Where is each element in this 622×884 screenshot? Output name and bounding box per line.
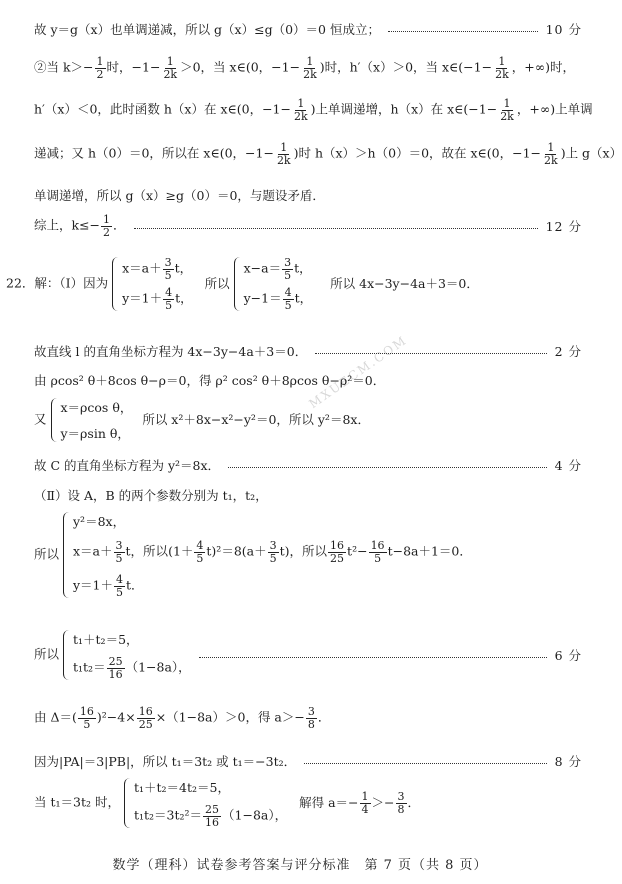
equation-system: x＝a＋ $\frac{3}{5}$ t， y＝1＋ $\frac{4}{5}$ t， xyxy=(112,257,193,311)
text: )上 g（x） xyxy=(560,145,622,161)
text: 当 t₁＝3t₂ 时， xyxy=(34,794,120,810)
text: 所以 xyxy=(204,275,230,291)
text: 所以 t₁＋t₂＝5， t₁t₂＝ $\frac{25}{16}$ （1−8a）， xyxy=(34,632,191,681)
leader-dots xyxy=(315,353,546,354)
score: 10 分 xyxy=(545,22,582,37)
line-17 xyxy=(34,778,582,828)
line-12 xyxy=(34,486,582,504)
fraction: $\frac{1}{2}$ xyxy=(96,55,104,81)
text: 故 C 的直角坐标方程为 y²＝8x． xyxy=(34,458,221,473)
text: 故 y＝g（x）也单调递减，所以 g（x）≤g（0）＝0 恒成立； xyxy=(34,22,380,37)
fraction: $\frac{1}{2}$ xyxy=(103,213,111,239)
text: ＞0，当 x∈(0，−1− xyxy=(180,59,301,75)
text: 递减；又 h（0）＝0，所以在 x∈(0，−1− xyxy=(34,145,274,161)
fraction: $\frac{3}{8}$ xyxy=(307,705,315,731)
watermark: MXUECM.COM xyxy=(306,332,410,412)
leader-dots xyxy=(228,467,547,468)
line-5 xyxy=(34,186,582,204)
equation-system: t₁＋t₂＝4t₂＝5， t₁t₂＝3t₂²＝ $\frac{25}{16}$ （1−8a）， xyxy=(124,778,287,828)
text: 所以 4x−3y−4a＋3＝0． xyxy=(330,275,479,291)
fraction: $\frac{1}{2k}$ xyxy=(163,55,178,81)
fraction: $\frac{1}{2k}$ xyxy=(500,97,514,123)
score: 6 分 xyxy=(554,648,582,664)
line-3 xyxy=(34,97,593,123)
line-11 xyxy=(34,456,582,474)
text: 所以 x²＋8x−x²−y²＝0，所以 y²＝8x． xyxy=(142,411,370,427)
leader-dots xyxy=(388,31,538,32)
leader-dots xyxy=(304,763,546,764)
text: 所以 xyxy=(34,546,60,562)
text: h′（x）＜0，此时函数 h（x）在 x∈(0，−1− xyxy=(34,101,291,117)
text: 由 ρcos² θ＋8cos θ−ρ＝0，得 ρ² cos² θ＋8ρcos θ−ρ²＝0． xyxy=(34,373,386,388)
text: ，+∞)时， xyxy=(511,59,576,75)
text: )时，h′（x）＞0，当 x∈(−1− xyxy=(319,59,493,75)
line-14 xyxy=(34,630,582,680)
text: ，+∞)上单调 xyxy=(516,101,593,117)
equation-system: x＝ρcos θ， y＝ρsin θ， xyxy=(51,398,133,442)
score: 4 分 xyxy=(554,458,582,473)
fraction: $\frac{1}{2k}$ xyxy=(293,97,308,123)
equation-system: y²＝8x， x＝a＋ $\frac{3}{5}$ t，所以(1＋ $\frac{4}{5}$ t)²＝8(a＋ $\frac{3}{5}$ t)，所以 $\frac{16}{25}$ t²− $\frac{16}{5}$ t−8a＋1＝0． y＝1＋ $\frac{4}{5}$ t． xyxy=(63,512,472,598)
problem-22-part1 xyxy=(6,257,479,311)
score: 12 分 xyxy=(545,219,582,235)
line-4 xyxy=(34,141,622,167)
text: （Ⅱ）设 A，B 的两个参数分别为 t₁，t₂， xyxy=(34,488,268,503)
text: 故直线 l 的直角坐标方程为 4x−3y−4a＋3＝0． xyxy=(34,344,308,359)
text: 因为|PA|＝3|PB|，所以 t₁＝3t₂ 或 t₁＝−3t₂． xyxy=(34,754,297,769)
fraction: $\frac{1}{2k}$ xyxy=(276,141,291,167)
line-2 xyxy=(34,56,582,80)
text: 综上，k≤− $\frac{1}{2}$ ． xyxy=(34,213,126,239)
leader-dots xyxy=(134,228,538,229)
page-footer: 数学（理科）试卷参考答案与评分标准 第 7 页（共 8 页） xyxy=(112,858,488,873)
line-16 xyxy=(34,752,582,770)
fraction: $\frac{1}{2k}$ xyxy=(495,55,509,81)
text: ②当 k＞− xyxy=(34,59,94,75)
line-15: 由 Δ＝( $\frac{16}{5}$ )²−4× $\frac{16}{25}$ ×（1−8a）＞0，得 a＞− $\frac{3}{8}$ ． xyxy=(34,705,331,731)
text: 由 Δ＝ xyxy=(34,709,73,725)
score: 8 分 xyxy=(554,754,582,769)
text: )上单调递增，h（x）在 x∈(−1− xyxy=(310,101,498,117)
text: 单调递增，所以 g（x）≥g（0）＝0，与题设矛盾． xyxy=(34,188,325,203)
line-8 xyxy=(34,342,582,360)
fraction: $\frac{1}{2k}$ xyxy=(544,141,558,167)
fraction: $\frac{16}{25}$ xyxy=(138,705,153,731)
leader-dots xyxy=(199,657,547,658)
equation-system: x−a＝ $\frac{3}{5}$ t， y−1＝ $\frac{4}{5}$ t， xyxy=(234,257,313,311)
line-9 xyxy=(34,371,582,389)
text: 又 xyxy=(34,411,47,427)
line-1 xyxy=(34,20,582,38)
line-6 xyxy=(34,214,582,238)
fraction: $\frac{16}{5}$ xyxy=(79,705,94,731)
problem-label: 22．解：（Ⅰ）因为 xyxy=(6,275,109,291)
text: 时，−1− xyxy=(106,59,161,75)
fraction: $\frac{1}{2k}$ xyxy=(303,55,317,81)
line-10 xyxy=(34,398,582,442)
text: 解得 a＝− $\frac{1}{4}$ ＞− $\frac{3}{8}$ ． xyxy=(299,790,421,816)
score: 2 分 xyxy=(554,344,582,359)
text: )时 h（x）＞h（0）＝0，故在 x∈(0，−1− xyxy=(293,145,542,161)
line-13 xyxy=(34,512,582,598)
